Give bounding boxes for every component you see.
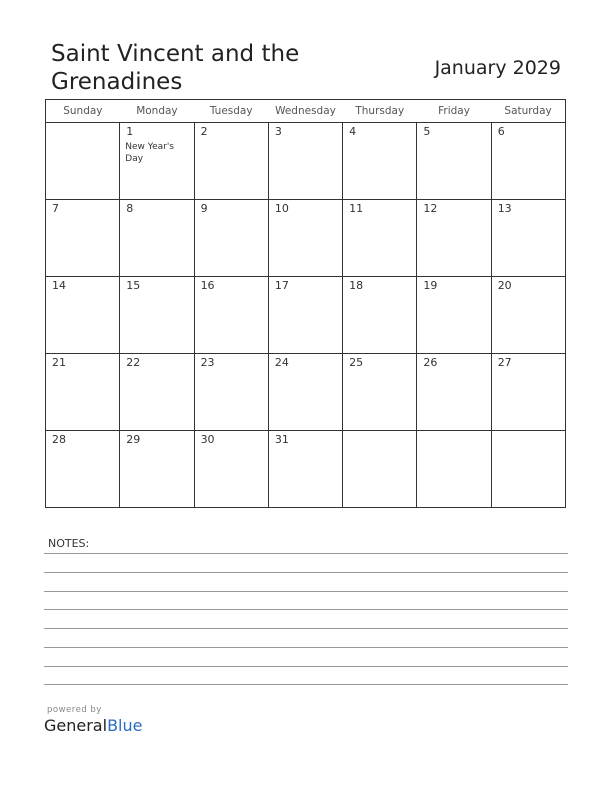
day-number: 1	[126, 125, 134, 138]
day-cell	[491, 431, 565, 508]
weekday-tuesday: Tuesday	[194, 100, 268, 123]
logo-general-text: General	[44, 716, 108, 735]
day-cell	[417, 200, 491, 277]
day-number: 10	[274, 202, 289, 215]
day-cell	[268, 200, 342, 277]
day-cell	[120, 354, 194, 431]
weekday-friday: Friday	[417, 100, 491, 123]
day-number: 26	[423, 356, 438, 369]
day-cell	[120, 277, 194, 354]
day-cell	[491, 200, 565, 277]
day-number: 27	[497, 356, 512, 369]
day-cell	[343, 123, 417, 200]
day-cell	[194, 277, 268, 354]
day-cell	[491, 123, 565, 200]
day-number: 23	[200, 356, 215, 369]
day-cell	[120, 123, 194, 200]
calendar-grid	[45, 99, 566, 508]
week-row	[46, 123, 566, 200]
weekday-sunday: Sunday	[46, 100, 120, 123]
day-cell	[46, 200, 120, 277]
day-number: 16	[200, 279, 215, 292]
day-number: 14	[52, 279, 66, 292]
day-number: 3	[274, 125, 282, 138]
day-number: 11	[349, 202, 364, 215]
day-cell	[46, 354, 120, 431]
day-number: 9	[200, 202, 208, 215]
notes-line	[44, 609, 568, 610]
week-row	[46, 431, 566, 508]
day-cell	[194, 123, 268, 200]
powered-by-label: powered by	[47, 705, 102, 715]
day-number: 30	[200, 433, 215, 446]
notes-line	[44, 591, 568, 592]
day-cell	[194, 354, 268, 431]
day-number: 25	[349, 356, 364, 369]
day-number: 28	[52, 433, 66, 446]
day-cell	[343, 431, 417, 508]
day-number: 20	[497, 279, 512, 292]
day-number: 31	[274, 433, 289, 446]
weekday-header-row	[46, 100, 566, 123]
day-cell	[343, 200, 417, 277]
weekday-saturday: Saturday	[491, 100, 565, 123]
notes-line	[44, 553, 568, 554]
logo-blue-text: Blue	[107, 716, 143, 735]
day-cell	[120, 200, 194, 277]
day-cell	[491, 277, 565, 354]
generalblue-logo[interactable]	[44, 716, 142, 736]
week-row	[46, 354, 566, 431]
day-cell	[268, 277, 342, 354]
day-number: 19	[423, 279, 438, 292]
day-number: 8	[126, 202, 134, 215]
day-number: 21	[52, 356, 66, 369]
day-number: 6	[497, 125, 505, 138]
day-cell	[343, 354, 417, 431]
day-cell	[46, 123, 120, 200]
day-number: 7	[52, 202, 59, 215]
day-cell	[194, 431, 268, 508]
day-number: 12	[423, 202, 438, 215]
day-number: 17	[274, 279, 289, 292]
week-row	[46, 277, 566, 354]
month-label: January 2029	[434, 57, 561, 79]
notes-line	[44, 666, 568, 667]
day-cell	[417, 123, 491, 200]
weekday-monday: Monday	[120, 100, 194, 123]
day-cell	[268, 354, 342, 431]
day-cell	[491, 354, 565, 431]
notes-line	[44, 684, 568, 685]
day-cell	[46, 277, 120, 354]
weekday-thursday: Thursday	[343, 100, 417, 123]
notes-line	[44, 628, 568, 629]
holiday-label: New Year's Day	[125, 142, 174, 164]
day-cell	[417, 354, 491, 431]
weekday-wednesday: Wednesday	[268, 100, 342, 123]
day-cell	[120, 431, 194, 508]
day-number	[417, 431, 490, 433]
day-cell	[268, 123, 342, 200]
day-cell	[417, 431, 491, 508]
notes-label: NOTES:	[48, 537, 90, 550]
day-cell	[268, 431, 342, 508]
day-number	[46, 123, 119, 125]
day-number	[343, 431, 416, 433]
day-number: 18	[349, 279, 364, 292]
day-number: 29	[126, 433, 141, 446]
notes-line	[44, 647, 568, 648]
day-number: 4	[349, 125, 357, 138]
day-cell	[417, 277, 491, 354]
calendar-title: Saint Vincent and the Grenadines	[51, 41, 300, 95]
day-number: 13	[497, 202, 512, 215]
day-number	[492, 431, 565, 433]
day-number: 24	[274, 356, 289, 369]
day-cell	[343, 277, 417, 354]
week-row	[46, 200, 566, 277]
day-cell	[194, 200, 268, 277]
notes-line	[44, 572, 568, 573]
day-number: 2	[200, 125, 208, 138]
day-number: 15	[126, 279, 141, 292]
day-number: 22	[126, 356, 141, 369]
day-number: 5	[423, 125, 431, 138]
day-cell	[46, 431, 120, 508]
